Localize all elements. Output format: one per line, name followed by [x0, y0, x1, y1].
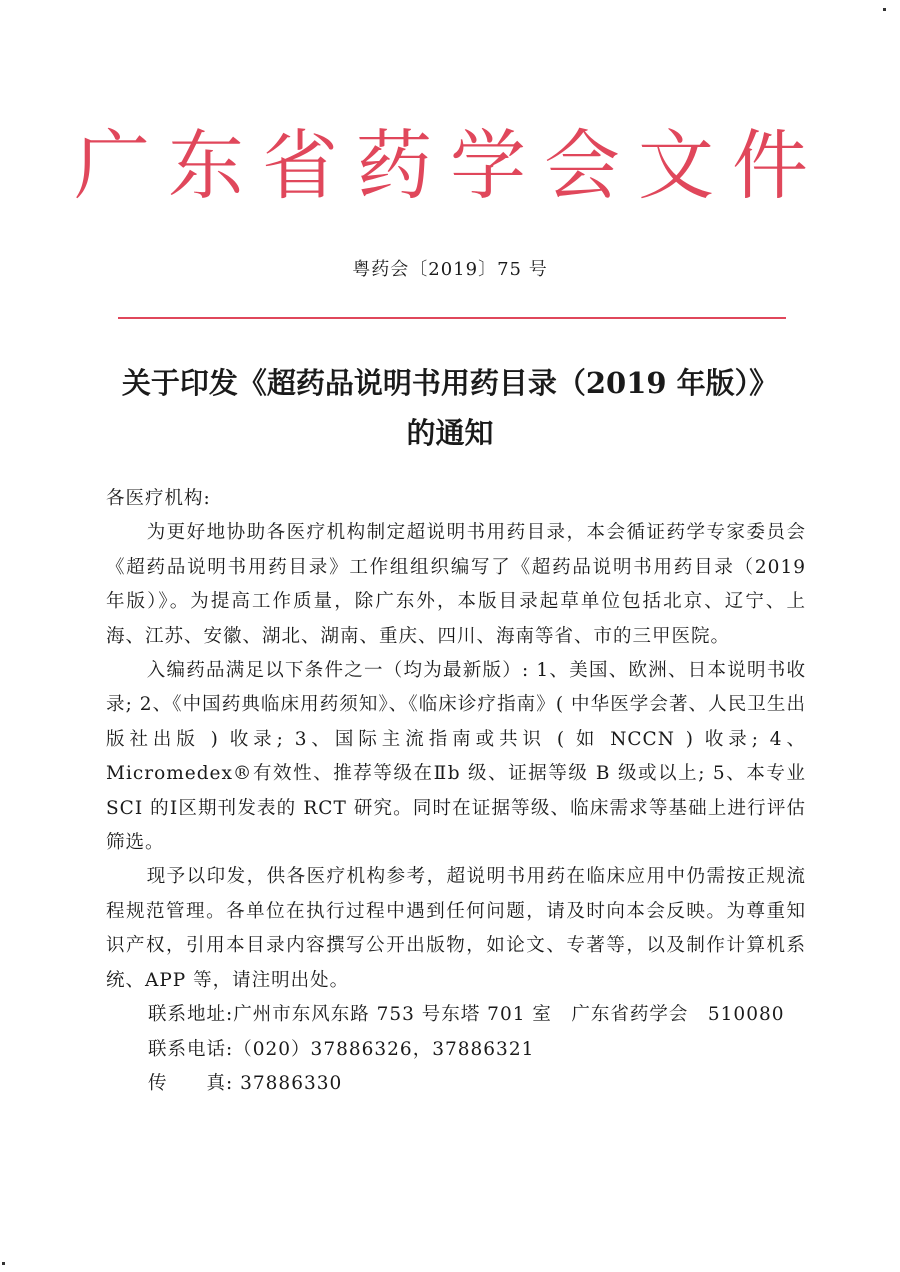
document-org-title: 广东省药学会文件 [74, 121, 826, 210]
salutation: 各医疗机构: [106, 488, 211, 509]
document-number: 粤药会〔2019〕75 号 [352, 259, 548, 280]
contact-phone: 联系电话:（020）37886326，37886321 [148, 1038, 535, 1060]
body-paragraph-1: 为更好地协助各医疗机构制定超说明书用药目录，本会循证药学专家委员会《超药品说明书用药目录》工作组组织编写了《超药品说明书用药目录（2019 年版）》。为提高工作质量，除广东外，本版目录起草单位包括北京、辽宁、上海、江苏、安徽、湖北、湖南、重庆、四川、海南等省、市的三甲医院。 [106, 522, 806, 647]
scan-mark [2, 1262, 5, 1265]
body-paragraph-3: 现予以印发，供各医疗机构参考，超说明书用药在临床应用中仍需按正规流程规范管理。各单位在执行过程中遇到任何问题，请及时向本会反映。为尊重知识产权，引用本目录内容撰写公开出版物，如论文、专著等，以及制作计算机系统、APP 等，请注明出处。 [106, 866, 806, 991]
notice-title [0, 358, 900, 458]
contact-address: 联系地址:广州市东风东路 753 号东塔 701 室 广东省药学会 510080 [148, 1004, 785, 1026]
document-body [106, 482, 806, 1101]
scan-mark [883, 8, 886, 11]
notice-title-line2: 的通知 [406, 416, 494, 450]
body-paragraph-2: 入编药品满足以下条件之一（均为最新版）: 1、美国、欧洲、日本说明书收录; 2、《中国药典临床用药须知》、《临床诊疗指南》( 中华医学会著、人民卫生出版社出版 ) 收录; 3、国际主流指南或共识 ( 如 NCCN ) 收录; 4、Micromedex®有效性、推荐等级在Ⅱb 级、证据等级 B 级或以上; 5、本专业 SCI 的Ⅰ区期刊发表的 RCT 研究。同时在证据等级、临床需求等基础上进行评估筛选。 [106, 660, 806, 854]
contact-fax: 传 真: 37886330 [148, 1072, 343, 1094]
red-divider [118, 317, 786, 319]
notice-title-line1: 关于印发《超药品说明书用药目录（2019 年版）》 [121, 366, 779, 400]
